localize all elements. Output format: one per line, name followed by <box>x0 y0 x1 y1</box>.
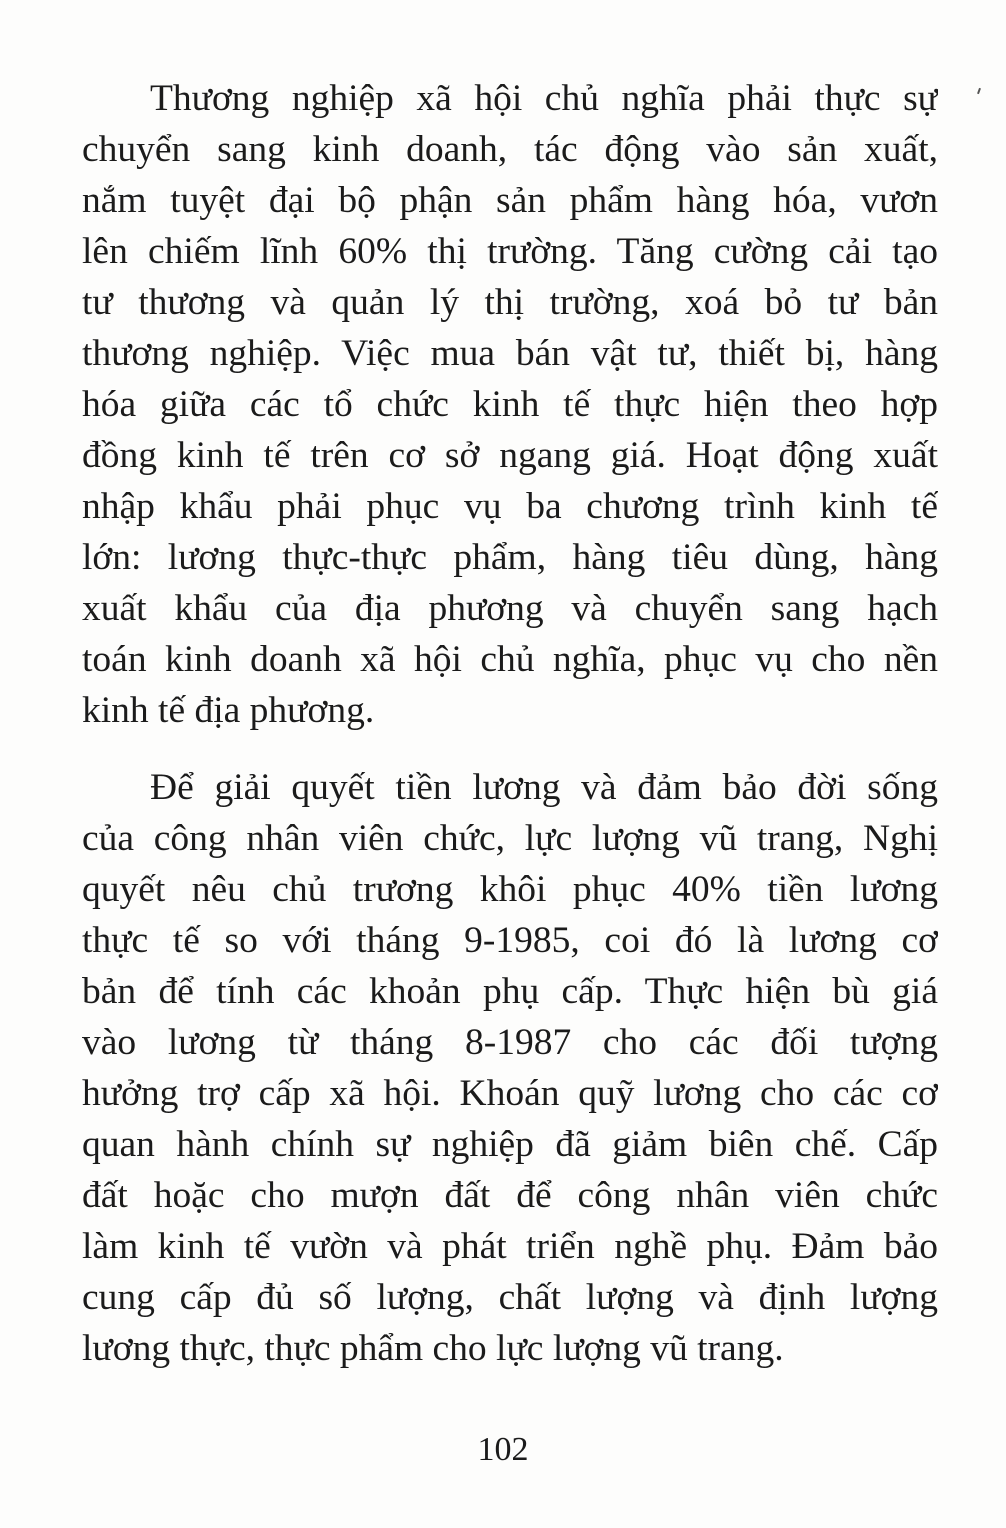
text-line: nhập khẩu phải phục vụ ba chương trình kinh tế <box>82 486 938 527</box>
text-line: lương thực, thực phẩm cho lực lượng vũ trang. <box>82 1328 784 1369</box>
text-line: của công nhân viên chức, lực lượng vũ trang, Nghị <box>82 818 938 859</box>
text-line: xuất khẩu của địa phương và chuyển sang hạch <box>82 588 938 629</box>
text-line: thực tế so với tháng 9-1985, coi đó là lương cơ <box>82 920 938 961</box>
text-line: quan hành chính sự nghiệp đã giảm biên chế. Cấp <box>82 1124 938 1165</box>
text-line: quyết nêu chủ trương khôi phục 40% tiền lương <box>82 869 938 910</box>
text-line: làm kinh tế vườn và phát triển nghề phụ. Đảm bảo <box>82 1226 938 1267</box>
text-line: hưởng trợ cấp xã hội. Khoán quỹ lương cho các cơ <box>82 1073 938 1114</box>
text-line: đồng kinh tế trên cơ sở ngang giá. Hoạt động xuất <box>82 435 938 476</box>
text-line: thương nghiệp. Việc mua bán vật tư, thiết bị, hàng <box>82 333 938 374</box>
text-line: hóa giữa các tổ chức kinh tế thực hiện theo hợp <box>82 384 938 425</box>
text-line: chuyển sang kinh doanh, tác động vào sản xuất, <box>82 129 938 170</box>
text-line: lớn: lương thực-thực phẩm, hàng tiêu dùng, hàng <box>82 537 938 578</box>
scan-speck <box>977 88 981 94</box>
text-line: bản để tính các khoản phụ cấp. Thực hiện bù giá <box>82 971 938 1012</box>
text-line: lên chiếm lĩnh 60% thị trường. Tăng cường cải tạo <box>82 231 938 272</box>
text-line: Để giải quyết tiền lương và đảm bảo đời sống <box>150 767 938 808</box>
text-line: Thương nghiệp xã hội chủ nghĩa phải thực sự <box>150 78 938 119</box>
text-line: kinh tế địa phương. <box>82 690 375 731</box>
paragraph-2 <box>82 762 938 1374</box>
text-line: cung cấp đủ số lượng, chất lượng và định lượng <box>82 1277 938 1318</box>
page-number: 102 <box>477 1431 529 1468</box>
text-line: vào lương từ tháng 8-1987 cho các đối tượng <box>82 1022 938 1063</box>
text-line: tư thương và quản lý thị trường, xoá bỏ tư bản <box>82 282 938 323</box>
text-line: toán kinh doanh xã hội chủ nghĩa, phục vụ cho nền <box>82 639 938 680</box>
text-line: đất hoặc cho mượn đất để công nhân viên chức <box>82 1175 938 1216</box>
text-line: nắm tuyệt đại bộ phận sản phẩm hàng hóa, vươn <box>82 180 938 221</box>
paragraph-1 <box>82 73 938 736</box>
